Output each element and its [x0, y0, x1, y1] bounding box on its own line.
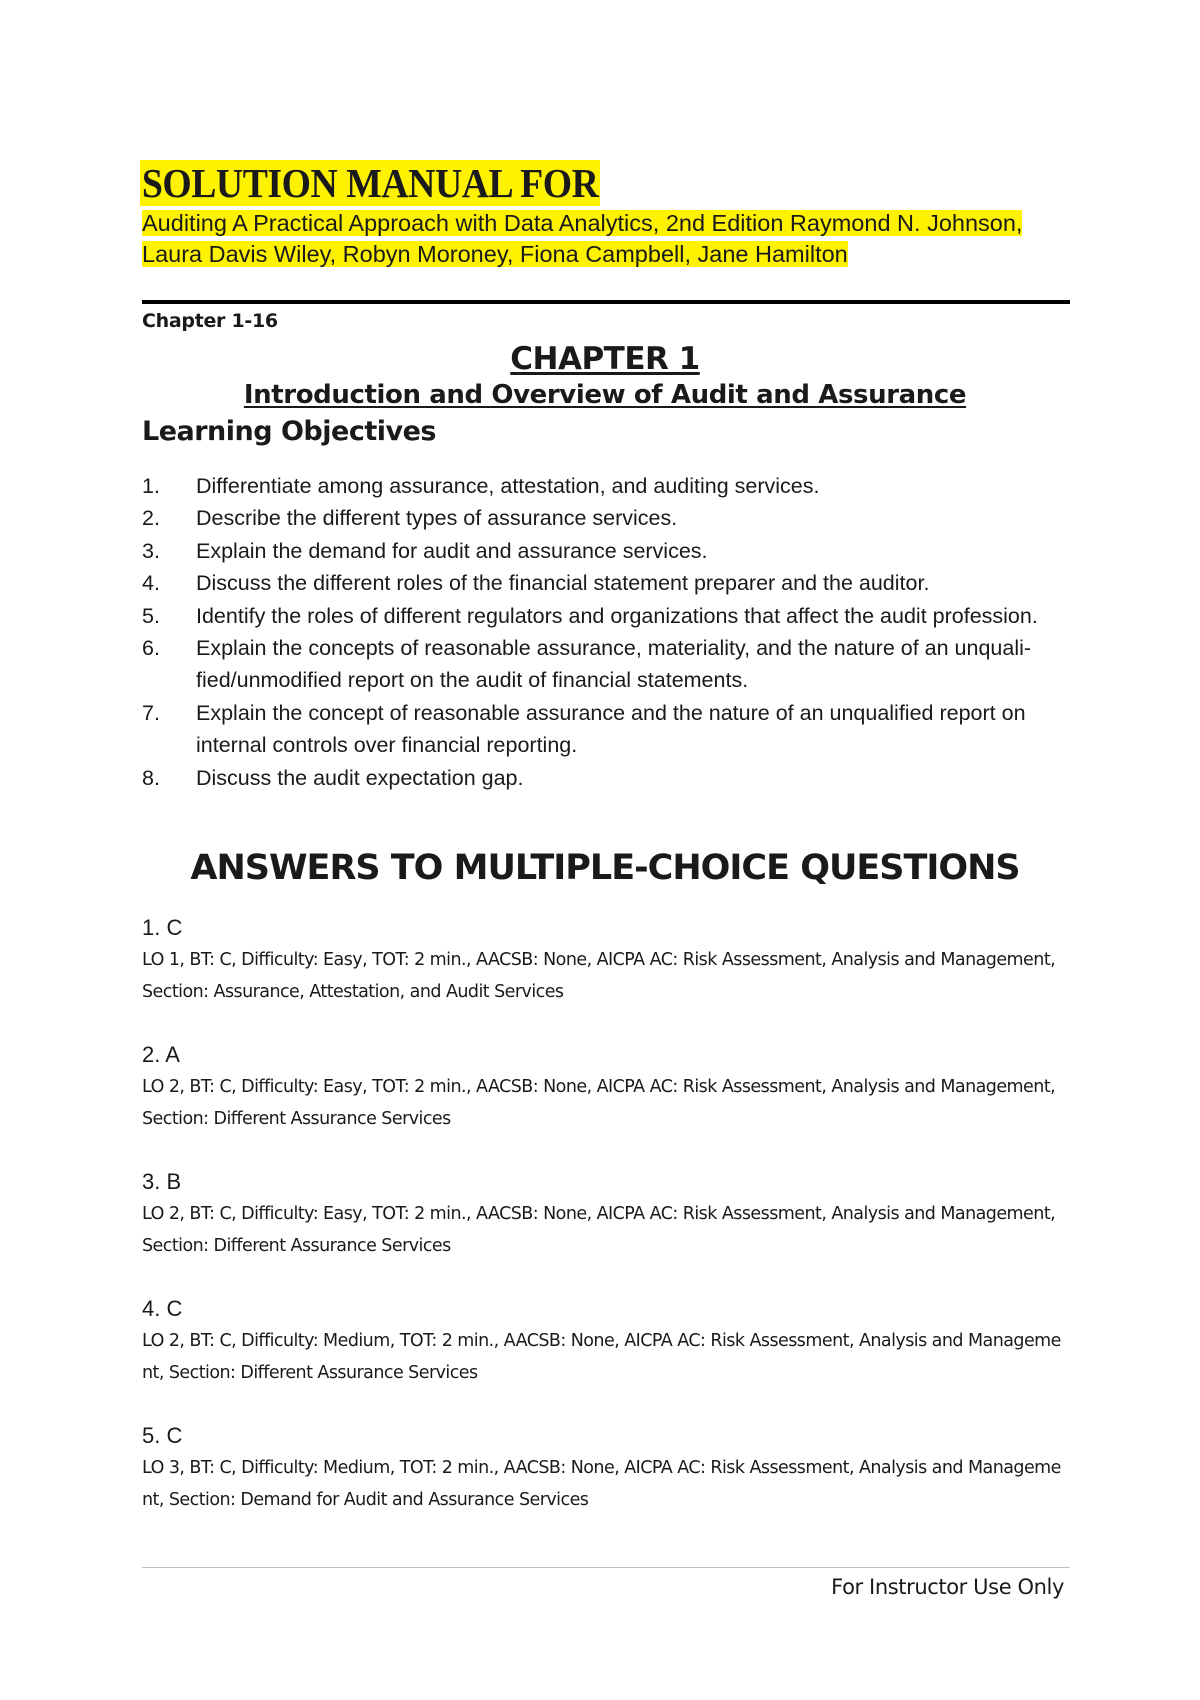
- footer-note: For Instructor Use Only: [831, 1575, 1064, 1599]
- answer-label: 3. B: [142, 1169, 182, 1195]
- list-item: [142, 470, 1068, 502]
- answer-metadata: LO 2, BT: C, Difficulty: Easy, TOT: 2 min., AACSB: None, AICPA AC: Risk Assessment, Analysis and Management, Section: Different Assurance Services: [142, 1077, 1056, 1130]
- answer-label: 1. C: [142, 915, 183, 941]
- list-item-number: 6.: [142, 636, 160, 661]
- list-item: [142, 697, 1068, 762]
- answer-item: [142, 1166, 1068, 1262]
- answer-item: [142, 1293, 1068, 1389]
- list-item-number: 8.: [142, 765, 160, 790]
- list-item: [142, 762, 1068, 794]
- document-page: [142, 160, 1068, 1547]
- answer-item: [142, 1420, 1068, 1516]
- list-item-text: Explain the concept of reasonable assurance and the nature of an unqualified report on internal controls over financial reporting.: [196, 700, 1026, 758]
- answer-metadata: LO 2, BT: C, Difficulty: Medium, TOT: 2 min., AACSB: None, AICPA AC: Risk Assessment, Analysis and Management, Section: Different Assurance Services: [142, 1331, 1061, 1384]
- chapter-title: Introduction and Overview of Audit and Assurance: [243, 380, 967, 410]
- list-item-text: Discuss the audit expectation gap.: [196, 765, 524, 790]
- answer-label: 4. C: [142, 1296, 183, 1322]
- header-divider: [142, 300, 1070, 304]
- list-item-text: Explain the demand for audit and assurance services.: [196, 538, 708, 563]
- list-item: [142, 535, 1068, 567]
- list-item-text: Identify the roles of different regulators and organizations that affect the audit profession.: [196, 603, 1038, 628]
- book-subtitle: [142, 208, 1068, 270]
- answer-metadata: LO 3, BT: C, Difficulty: Medium, TOT: 2 min., AACSB: None, AICPA AC: Risk Assessment, Analysis and Management, Section: Demand for Audit and Assurance Services: [142, 1458, 1061, 1511]
- answers-list: [142, 912, 1068, 1516]
- answer-item: [142, 912, 1068, 1008]
- chapter-heading: CHAPTER 1: [510, 341, 700, 377]
- list-item: [142, 502, 1068, 534]
- list-item: [142, 600, 1068, 632]
- learning-objectives-heading: Learning Objectives: [142, 416, 436, 447]
- answer-label: 5. C: [142, 1423, 183, 1449]
- learning-objectives-list: [142, 470, 1068, 794]
- list-item-text: Describe the different types of assurance services.: [196, 506, 678, 531]
- header: [142, 160, 1068, 270]
- book-subtitle-text: Auditing A Practical Approach with Data Analytics, 2nd Edition Raymond N. Johnson, Laura Davis Wiley, Robyn Moroney, Fiona Campbell, Jane Hamilton: [142, 210, 1023, 267]
- chapter-range: Chapter 1-16: [142, 310, 278, 332]
- manual-title: SOLUTION MANUAL FOR: [141, 160, 599, 206]
- list-item-text: Discuss the different roles of the financial statement preparer and the auditor.: [196, 571, 930, 596]
- answer-item: [142, 1039, 1068, 1135]
- list-item-number: 2.: [142, 506, 160, 531]
- answers-heading: ANSWERS TO MULTIPLE-CHOICE QUESTIONS: [190, 848, 1020, 889]
- list-item-number: 7.: [142, 700, 160, 725]
- list-item: [142, 632, 1068, 697]
- answer-metadata: LO 2, BT: C, Difficulty: Easy, TOT: 2 min., AACSB: None, AICPA AC: Risk Assessment, Analysis and Management, Section: Different Assurance Services: [142, 1204, 1056, 1257]
- answer-label: 2. A: [142, 1042, 180, 1068]
- list-item-text: Differentiate among assurance, attestation, and auditing services.: [196, 474, 820, 498]
- list-item-number: 5.: [142, 603, 160, 628]
- footer-divider: [142, 1567, 1070, 1568]
- list-item-number: 1.: [142, 474, 160, 498]
- list-item: [142, 567, 1068, 599]
- answer-metadata: LO 1, BT: C, Difficulty: Easy, TOT: 2 min., AACSB: None, AICPA AC: Risk Assessment, Analysis and Management, Section: Assurance, Attestation, and Audit Services: [142, 950, 1056, 1003]
- list-item-text: Explain the concepts of reasonable assurance, materiality, and the nature of an unquali- fied/unmodified report on the audit of financial statements.: [196, 636, 1032, 693]
- list-item-number: 3.: [142, 538, 160, 563]
- list-item-number: 4.: [142, 571, 160, 596]
